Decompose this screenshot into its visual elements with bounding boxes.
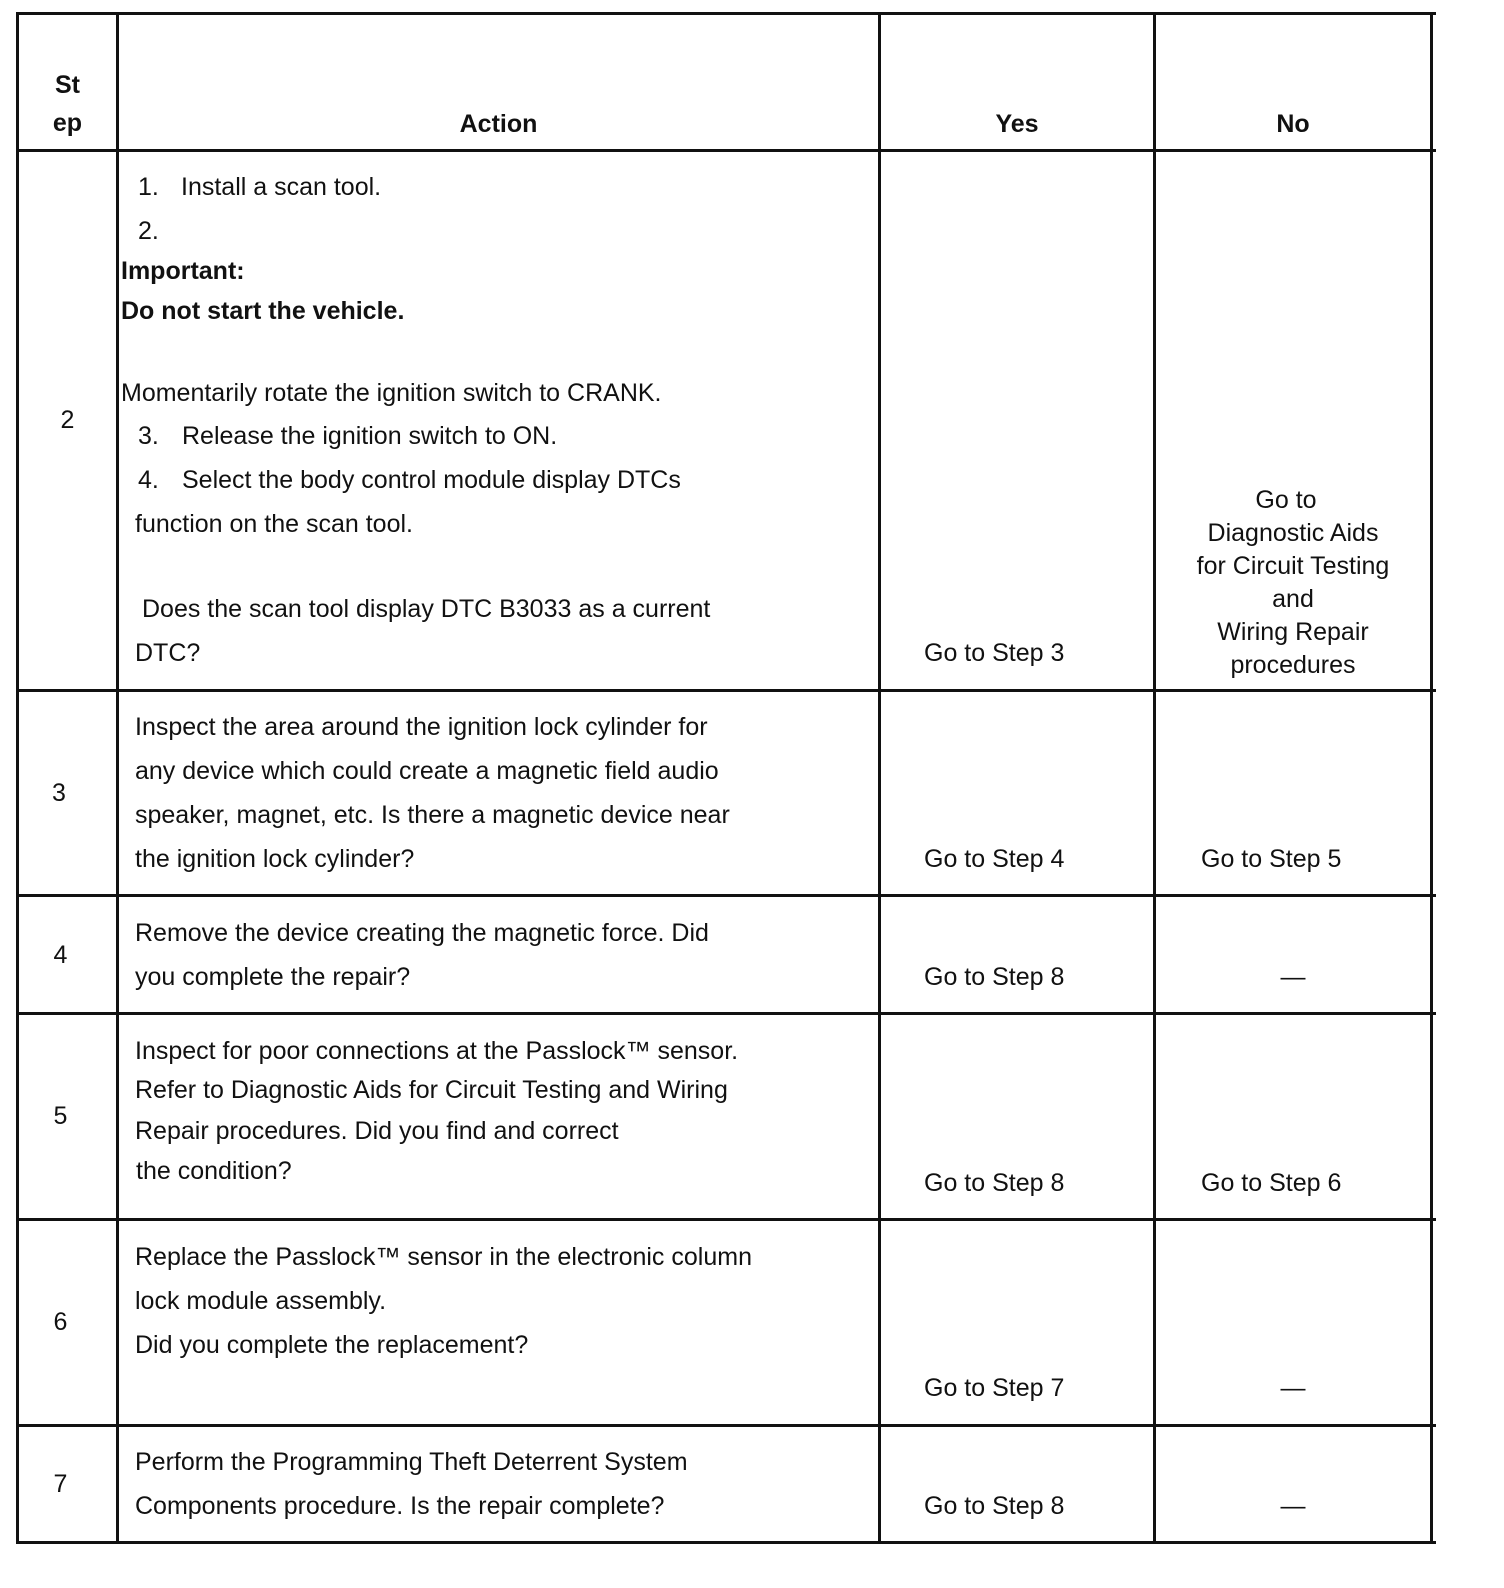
action-question: the condition? — [136, 1157, 292, 1185]
no-result — [1156, 484, 1430, 682]
row-divider — [16, 1012, 1436, 1015]
action-text: Refer to Diagnostic Aids for Circuit Testing and Wiring — [135, 1076, 728, 1104]
header-step-line1: St — [55, 71, 80, 99]
header-yes: Yes — [995, 110, 1039, 138]
action-item-number: 4. — [138, 466, 159, 494]
action-text: Repair procedures. Did you find and correct — [135, 1117, 619, 1145]
action-question: Does the scan tool display DTC B3033 as a current — [142, 595, 711, 623]
action-item-number: 3. — [138, 422, 159, 450]
no-result-dash: — — [1280, 1492, 1306, 1520]
action-text: Release the ignition switch to ON. — [182, 422, 558, 450]
action-question: the ignition lock cylinder? — [135, 845, 415, 873]
step-number: 6 — [53, 1308, 68, 1336]
action-text: any device which could create a magnetic field audio — [135, 757, 719, 785]
action-text: Select the body control module display DTCs — [182, 466, 681, 494]
no-result-dash: — — [1280, 1374, 1306, 1402]
step-number: 2 — [60, 406, 75, 434]
no-result-line: procedures — [1230, 651, 1356, 679]
row-divider — [16, 894, 1436, 897]
action-item-number: 1. — [138, 173, 159, 201]
action-text: Replace the Passlock™ sensor in the electronic column — [135, 1243, 752, 1271]
action-question: DTC? — [135, 639, 201, 667]
no-result-line: Diagnostic Aids — [1207, 519, 1379, 547]
yes-result: Go to Step 3 — [924, 639, 1065, 667]
column-divider — [1153, 12, 1156, 1544]
yes-result: Go to Step 8 — [924, 1492, 1065, 1520]
action-text: Inspect for poor connections at the Passlock™ sensor. — [135, 1037, 739, 1065]
action-text: Perform the Programming Theft Deterrent System — [135, 1448, 688, 1476]
no-result-dash: — — [1280, 963, 1306, 991]
yes-result: Go to Step 8 — [924, 963, 1065, 991]
row-divider — [16, 1218, 1436, 1221]
no-result-line: and — [1272, 585, 1314, 613]
yes-result: Go to Step 4 — [924, 845, 1065, 873]
header-divider — [16, 149, 1436, 152]
column-divider — [878, 12, 881, 1544]
action-text: Inspect the area around the ignition lock cylinder for — [135, 713, 708, 741]
yes-result: Go to Step 7 — [924, 1374, 1065, 1402]
yes-result: Go to Step 8 — [924, 1169, 1065, 1197]
important-text: Do not start the vehicle. — [121, 297, 405, 325]
no-result-line: Go to — [1255, 486, 1317, 514]
step-number: 5 — [53, 1102, 68, 1130]
action-text: Remove the device creating the magnetic force. Did — [135, 919, 709, 947]
header-no: No — [1276, 110, 1310, 138]
no-result-line: Wiring Repair — [1217, 618, 1369, 646]
header-step — [19, 70, 116, 138]
step-number: 7 — [53, 1470, 68, 1498]
action-text: speaker, magnet, etc. Is there a magnetic device near — [135, 801, 730, 829]
no-result-line: for Circuit Testing — [1196, 552, 1390, 580]
header-action: Action — [459, 110, 538, 138]
diagnostic-table — [16, 12, 1436, 1544]
step-number: 4 — [53, 941, 68, 969]
action-question: Components procedure. Is the repair complete? — [135, 1492, 665, 1520]
table-border-right — [1430, 12, 1433, 1544]
no-result: Go to Step 5 — [1201, 845, 1342, 873]
step-number: 3 — [52, 779, 66, 807]
column-divider — [116, 12, 119, 1544]
row-divider — [16, 689, 1436, 692]
important-label: Important: — [121, 257, 245, 285]
action-text: function on the scan tool. — [135, 510, 413, 538]
action-text: Install a scan tool. — [181, 173, 382, 201]
table-border-top — [16, 12, 1436, 15]
action-question: Did you complete the replacement? — [135, 1331, 529, 1359]
action-item-number: 2. — [138, 217, 159, 245]
table-border-bottom — [16, 1541, 1436, 1544]
header-step-line2: ep — [52, 109, 83, 137]
action-text: lock module assembly. — [135, 1287, 387, 1315]
action-text: Momentarily rotate the ignition switch to CRANK. — [121, 379, 662, 407]
row-divider — [16, 1424, 1436, 1427]
action-question: you complete the repair? — [135, 963, 411, 991]
no-result: Go to Step 6 — [1201, 1169, 1342, 1197]
